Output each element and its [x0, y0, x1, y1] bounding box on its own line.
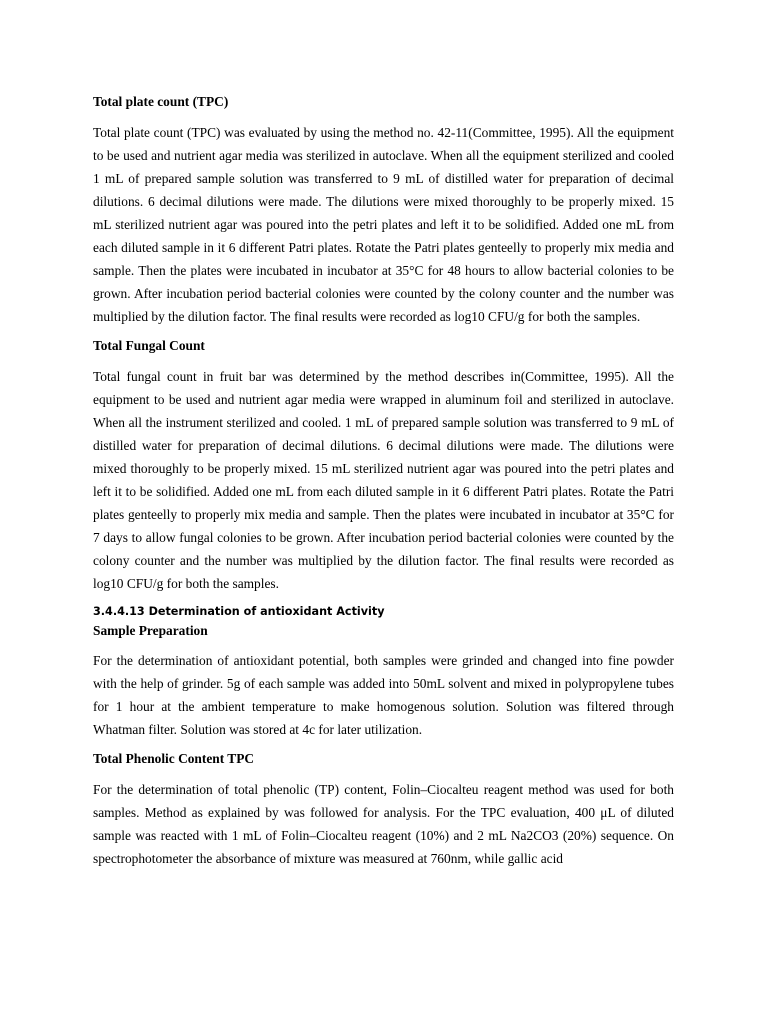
paragraph-total-phenolic-content: For the determination of total phenolic (TP) content, Folin–Ciocalteu reagent method was used for both samples. Method as explained by was followed for analysis. For the TPC evaluation, 400 μL of diluted sample was reacted with 1 mL of Folin–Ciocalteu reagent (10%) and 2 mL Na2CO3 (20%) sequence. On spectrophotometer the absorbance of mixture was measured at 760nm, while gallic acid: [93, 782, 674, 866]
section-heading-sample-preparation: Sample Preparation: [93, 623, 208, 638]
paragraph-total-fungal-count: Total fungal count in fruit bar was determined by the method describes in(Committee, 1995). All the equipment to be used and nutrient agar media were wrapped in aluminum foil and sterilized in autoclave. When all the instrument sterilized and cooled. 1 mL of prepared sample solution was transferred to 9 mL of distilled water for preparation of decimal dilutions. 6 decimal dilutions were made. The dilutions were mixed thoroughly to be properly mixed. 15 mL sterilized nutrient agar was poured into the petri plates and left it to be solidified. Added one mL from each diluted sample in it 6 different Patri plates. Rotate the Patri plates genteelly to properly mix media and sample. Then the plates were incubated in incubator at 35°C for 7 days to allow fungal colonies to be grown. After incubation period bacterial colonies were counted by the colony counter and the number was multiplied by the dilution factor. The final results were recorded as log10 CFU/g for both the samples.: [93, 369, 674, 591]
paragraph-sample-preparation: For the determination of antioxidant potential, both samples were grinded and changed into fine powder with the help of grinder. 5g of each sample was added into 50mL solvent and mixed in polypropylene tubes for 1 hour at the ambient temperature to make homogenous solution. Solution was filtered through Whatman filter. Solution was stored at 4c for later utilization.: [93, 653, 674, 737]
section-heading-antioxidant-activity: 3.4.4.13 Determination of antioxidant Activity: [93, 605, 385, 618]
section-heading-total-plate-count: Total plate count (TPC): [93, 94, 229, 109]
section-heading-total-phenolic-content: Total Phenolic Content TPC: [93, 751, 255, 766]
document-page: [93, 92, 674, 870]
paragraph-total-plate-count: Total plate count (TPC) was evaluated by using the method no. 42-11(Committee, 1995). All the equipment to be used and nutrient agar media was sterilized in autoclave. When all the equipment sterilized and cooled 1 mL of prepared sample solution was transferred to 9 mL of distilled water for preparation of decimal dilutions. 6 decimal dilutions were made. The dilutions were mixed thoroughly to be properly mixed. 15 mL sterilized nutrient agar was poured into the petri plates and left it to be solidified. Added one mL from each diluted sample in it 6 different Patri plates. Rotate the Patri plates genteelly to properly mix media and sample. Then the plates were incubated in incubator at 35°C for 48 hours to allow bacterial colonies to be grown. After incubation period bacterial colonies were counted by the colony counter and the number was multiplied by the dilution factor. The final results were recorded as log10 CFU/g for both the samples.: [93, 125, 674, 324]
section-heading-total-fungal-count: Total Fungal Count: [93, 338, 205, 353]
